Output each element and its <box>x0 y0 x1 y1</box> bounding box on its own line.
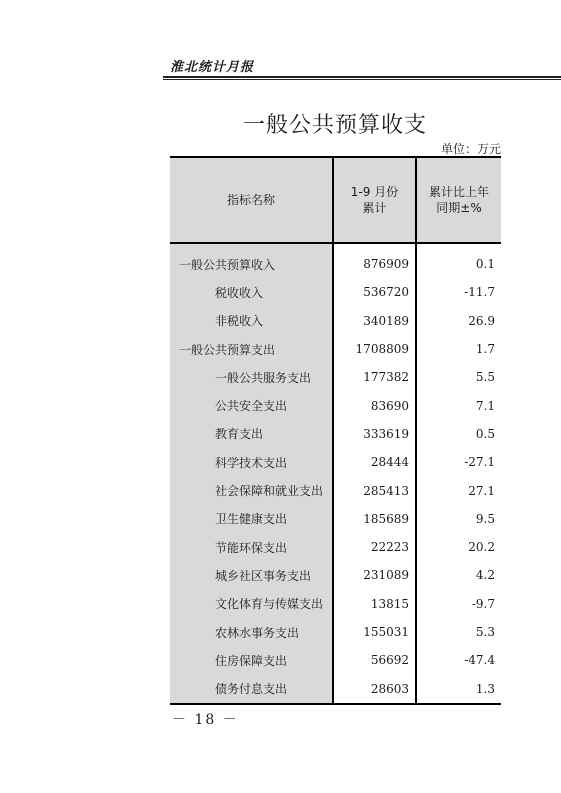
row-name: 节能环保支出 <box>215 540 288 555</box>
table-row <box>170 533 501 561</box>
row-name: 农林水事务支出 <box>215 625 300 640</box>
table-row <box>170 476 501 504</box>
table-row <box>170 448 501 476</box>
column-header-change <box>416 157 501 243</box>
column-header-line1: 累计比上年 <box>428 185 489 199</box>
row-cumulative-value: 1708809 <box>333 335 416 363</box>
row-name: 公共安全支出 <box>215 399 288 414</box>
row-cumulative-value: 340189 <box>333 307 416 335</box>
column-header-label: 指标名称 <box>226 193 275 207</box>
row-name: 文化体育与传媒支出 <box>215 597 324 612</box>
table-row <box>170 391 501 419</box>
table-row <box>170 618 501 646</box>
row-cumulative-value: 285413 <box>333 476 416 504</box>
row-change-percent: -9.7 <box>416 590 501 618</box>
row-change-percent: 4.2 <box>416 561 501 589</box>
column-header-indicator <box>170 157 333 243</box>
row-cumulative-value: 185689 <box>333 505 416 533</box>
row-name: 科学技术支出 <box>215 455 288 470</box>
header-rule <box>163 76 561 78</box>
table-row <box>170 590 501 618</box>
unit-label: 单位：万元 <box>440 142 501 156</box>
row-name-cell <box>170 533 333 561</box>
row-cumulative-value: 876909 <box>333 243 416 278</box>
row-change-percent: 5.5 <box>416 363 501 391</box>
row-name-cell <box>170 420 333 448</box>
row-name-cell <box>170 505 333 533</box>
row-name-cell <box>170 243 333 278</box>
row-change-percent: 27.1 <box>416 476 501 504</box>
table-row <box>170 561 501 589</box>
running-header-title: 淮北统计月报 <box>170 60 255 75</box>
row-change-percent: -27.1 <box>416 448 501 476</box>
table-row <box>170 278 501 306</box>
page-title: 一般公共预算收支 <box>242 113 427 138</box>
row-name-cell <box>170 561 333 589</box>
row-name-cell <box>170 363 333 391</box>
row-change-percent: -11.7 <box>416 278 501 306</box>
row-name-cell <box>170 476 333 504</box>
table-header <box>170 157 501 243</box>
row-name-cell <box>170 278 333 306</box>
row-cumulative-value: 83690 <box>333 391 416 419</box>
row-name-cell <box>170 335 333 363</box>
row-change-percent: 9.5 <box>416 505 501 533</box>
row-name: 一般公共预算收入 <box>179 257 276 272</box>
column-header-line2: 累计 <box>362 201 387 215</box>
row-name: 一般公共预算支出 <box>179 342 276 357</box>
row-cumulative-value: 13815 <box>333 590 416 618</box>
row-change-percent: 0.1 <box>416 243 501 278</box>
row-cumulative-value: 231089 <box>333 561 416 589</box>
row-name-cell <box>170 307 333 335</box>
budget-table <box>170 156 501 705</box>
row-name: 教育支出 <box>215 427 264 442</box>
row-cumulative-value: 22223 <box>333 533 416 561</box>
table-row <box>170 505 501 533</box>
row-change-percent: 26.9 <box>416 307 501 335</box>
row-change-percent: 0.5 <box>416 420 501 448</box>
row-cumulative-value: 28444 <box>333 448 416 476</box>
table-row <box>170 307 501 335</box>
row-name-cell <box>170 391 333 419</box>
column-header-line2: 同期±% <box>436 201 482 215</box>
row-cumulative-value: 536720 <box>333 278 416 306</box>
row-change-percent: 5.3 <box>416 618 501 646</box>
column-header-cumulative <box>333 157 416 243</box>
row-cumulative-value: 56692 <box>333 646 416 674</box>
row-name: 一般公共服务支出 <box>215 370 312 385</box>
row-change-percent: -47.4 <box>416 646 501 674</box>
table-row <box>170 363 501 391</box>
row-cumulative-value: 28603 <box>333 674 416 703</box>
row-change-percent: 7.1 <box>416 391 501 419</box>
table-body <box>170 243 501 704</box>
row-cumulative-value: 155031 <box>333 618 416 646</box>
row-name-cell <box>170 618 333 646</box>
row-change-percent: 1.3 <box>416 674 501 703</box>
row-change-percent: 1.7 <box>416 335 501 363</box>
row-name-cell <box>170 674 333 703</box>
table-row <box>170 646 501 674</box>
table-row <box>170 420 501 448</box>
header-rule-thin <box>163 79 561 80</box>
row-cumulative-value: 333619 <box>333 420 416 448</box>
table-row <box>170 335 501 363</box>
page-number: － 18 － <box>172 712 239 728</box>
row-name: 税收收入 <box>215 285 264 300</box>
row-name: 城乡社区事务支出 <box>215 568 312 583</box>
row-name-cell <box>170 590 333 618</box>
table-row <box>170 243 501 278</box>
row-name-cell <box>170 646 333 674</box>
row-name: 非税收入 <box>215 314 264 329</box>
row-change-percent: 20.2 <box>416 533 501 561</box>
table-row <box>170 674 501 703</box>
row-name: 卫生健康支出 <box>215 512 288 527</box>
row-cumulative-value: 177382 <box>333 363 416 391</box>
row-name: 住房保障支出 <box>215 653 288 668</box>
row-name-cell <box>170 448 333 476</box>
column-header-line1: 1-9 月份 <box>350 185 399 199</box>
row-name: 债务付息支出 <box>215 682 288 697</box>
row-name: 社会保障和就业支出 <box>215 484 324 499</box>
